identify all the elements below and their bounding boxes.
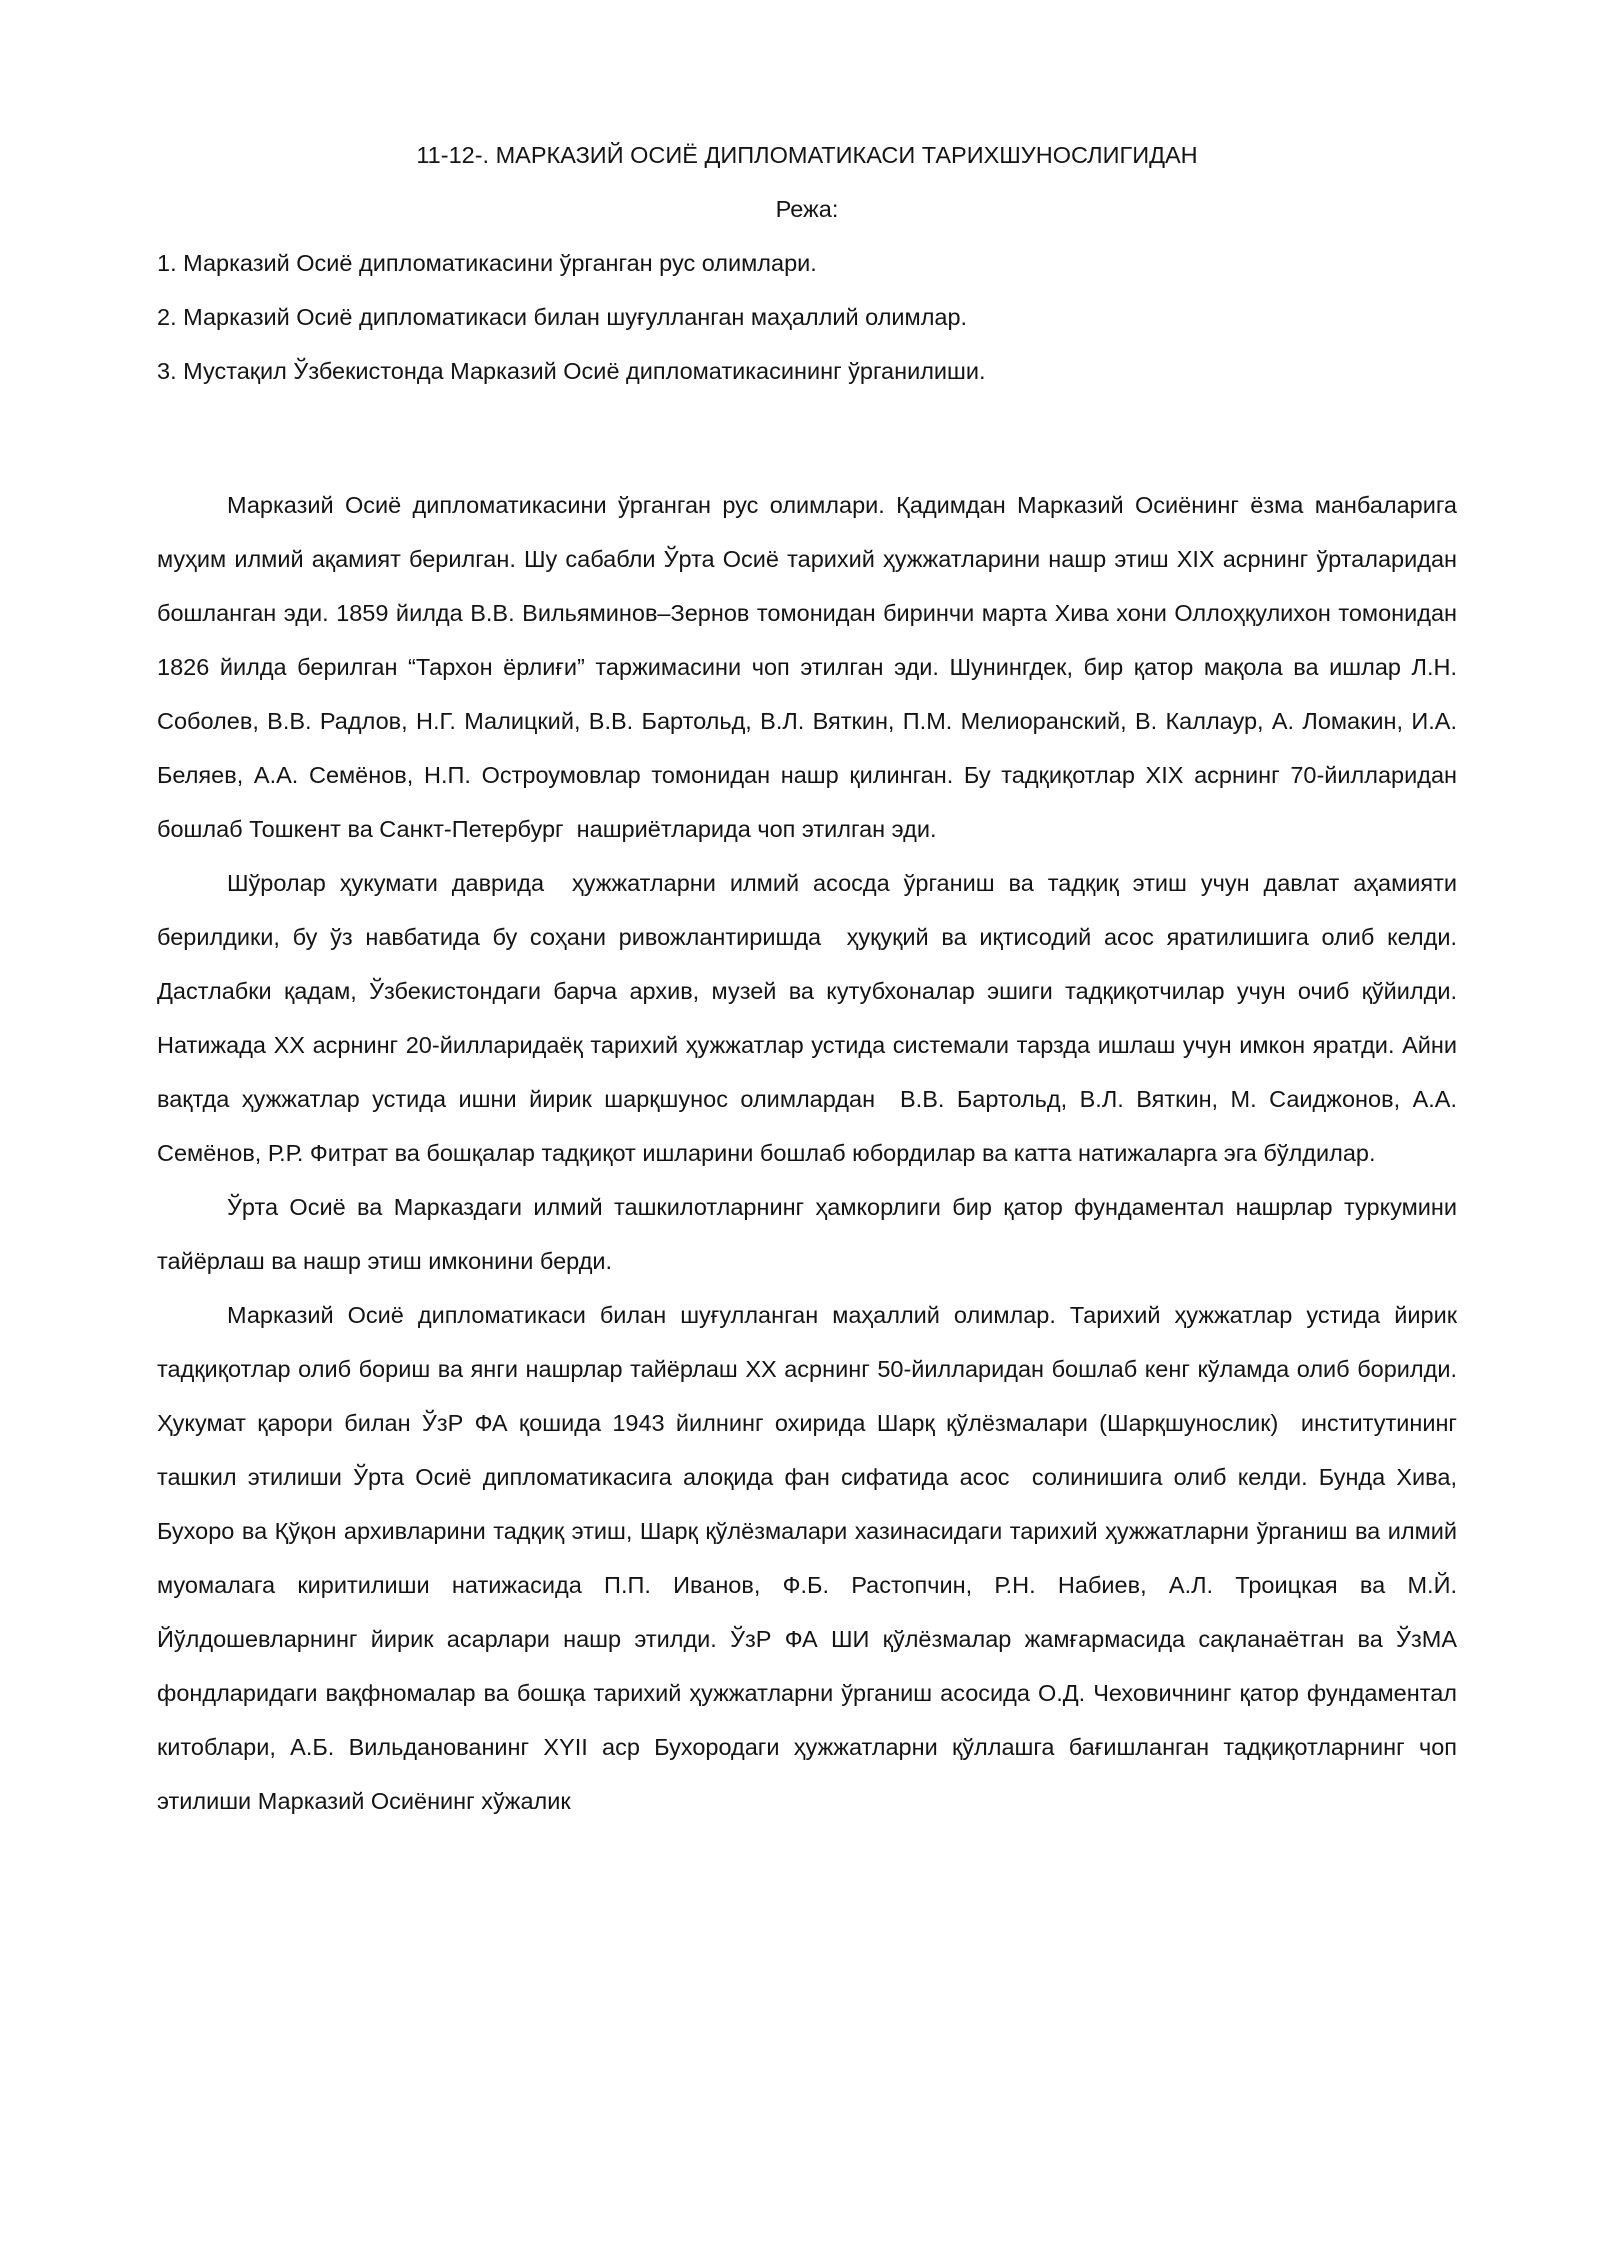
paragraph-russian-scholars: Марказий Осиё дипломатикасини ўрганган рус олимлари. Қадимдан Марказий Осиёнинг ёзма манбаларига муҳим илмий ақамият берилган. Шу сабабли Ўрта Осиё тарихий ҳужжатларини нашр этиш XIX асрнинг ўрталаридан бошланган эди. 1859 йилда В.В. Вильяминов–Зернов томонидан биринчи марта Хива хони Оллоҳқулихон томонидан 1826 йилда берилган “Тархон ёрлиғи” таржимасини чоп этилган эди. Шунингдек, бир қатор мақола ва ишлар Л.Н. Соболев, В.В. Радлов, Н.Г. Малицкий, В.В. Бартольд, В.Л. Вяткин, П.М. Мелиоранский, В. Каллаур, А. Ломакин, И.А. Беляев, А.А. Семёнов, Н.П. Остроумовлар томонидан нашр қилинган. Бу тадқиқотлар XIX асрнинг 70-йилларидан бошлаб Тошкент ва Санкт-Петербург нашриётларида чоп этилган эди. [157, 492, 1464, 842]
paragraph-cooperation: Ўрта Осиё ва Марказдаги илмий ташкилотларнинг ҳамкорлиги бир қатор фундаментал нашрлар туркумини тайёрлаш ва нашр этиш имконини берди. [157, 1194, 1464, 1274]
plan-heading: Режа: [775, 196, 839, 222]
document-title: 11-12-. МАРКАЗИЙ ОСИЁ ДИПЛОМАТИКАСИ ТАРИХШУНОСЛИГИДАН [416, 142, 1198, 168]
paragraph-local-scholars: Марказий Осиё дипломатикаси билан шуғулланган маҳаллий олимлар. Тарихий ҳужжатлар устида йирик тадқиқотлар олиб бориш ва янги нашрлар тайёрлаш XX асрнинг 50-йилларидан бошлаб кенг кўламда олиб борилди. Ҳукумат қарори билан ЎзР ФА қошида 1943 йилнинг охирида Шарқ қўлёзмалари (Шарқшунослик) институтининг ташкил этилиши Ўрта Осиё дипломатикасига алоқида фан сифатида асос солинишига олиб келди. Бунда Хива, Бухоро ва Қўқон архивларини тадқиқ этиш, Шарқ қўлёзмалари хазинасидаги тарихий ҳужжатларни ўрганиш ва илмий муомалага киритилиши натижасида П.П. Иванов, Ф.Б. Растопчин, Р.Н. Набиев, А.Л. Троицкая ва М.Й. Йўлдошевларнинг йирик асарлари нашр этилди. ЎзР ФА ШИ қўлёзмалар жамғармасида сақланаётган ва ЎзМА фондларидаги вақфномалар ва бошқа тарихий ҳужжатларни ўрганиш асосида О.Д. Чеховичнинг қатор фундаментал китоблари, А.Б. Вильданованинг ХYII аср Бухородаги ҳужжатларни қўллашга бағишланган тадқиқотларнинг чоп этилиши Марказий Осиёнинг хўжалик [157, 1302, 1464, 1814]
plan-item-3: 3. Мустақил Ўзбекистонда Марказий Осиё дипломатикасининг ўрганилиши. [157, 358, 986, 384]
paragraph-soviet-period: Шўролар ҳукумати даврида ҳужжатларни илмий асосда ўрганиш ва тадқиқ этиш учун давлат аҳамияти берилдики, бу ўз навбатида бу соҳани ривожлантиришда ҳуқуқий ва иқтисодий асос яратилишига олиб келди. Дастлабки қадам, Ўзбекистондаги барча архив, музей ва кутубхоналар эшиги тадқиқотчилар учун очиб қўйилди. Натижада XX асрнинг 20-йилларидаёқ тарихий ҳужжатлар устида системали тарзда ишлаш учун имкон яратди. Айни вақтда ҳужжатлар устида ишни йирик шарқшунос олимлардан В.В. Бартольд, В.Л. Вяткин, М. Саиджонов, А.А. Семёнов, Р.Р. Фитрат ва бошқалар тадқиқот ишларини бошлаб юбордилар ва катта натижаларга эга бўлдилар. [157, 870, 1464, 1166]
plan-item-2: 2. Марказий Осиё дипломатикаси билан шуғулланган маҳаллий олимлар. [157, 304, 968, 330]
plan-item-1: 1. Марказий Осиё дипломатикасини ўрганган рус олимлари. [157, 250, 817, 276]
